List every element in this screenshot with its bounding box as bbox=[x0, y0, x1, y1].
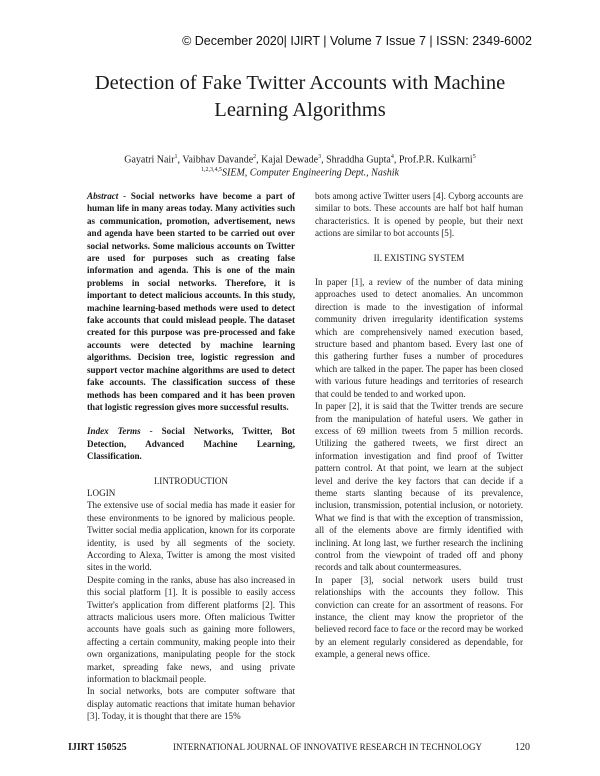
author-name: Prof.P.R. Kulkarni bbox=[398, 154, 473, 166]
abstract bbox=[87, 190, 295, 413]
section-heading-existing-system: II. EXISTING SYSTEM bbox=[373, 252, 465, 263]
subheading-login: LOGIN bbox=[87, 487, 116, 498]
affiliation-sup: 1,2,3,4,5 bbox=[201, 167, 223, 173]
journal-header: © December 2020| IJIRT | Volume 7 Issue 7 | ISSN: 2349-6002 bbox=[182, 34, 532, 48]
abstract-label: Abstract - bbox=[87, 191, 127, 201]
page-number: 120 bbox=[515, 742, 530, 753]
right-column bbox=[315, 190, 523, 661]
paper-title bbox=[60, 70, 540, 124]
section-heading-introduction: I.INTRODUCTION bbox=[153, 475, 228, 486]
author-sup: 5 bbox=[472, 154, 476, 160]
paragraph: In social networks, bots are computer software that display automatic reactions that imitate human behavior [3]. Today, it is thought that there are 15% bbox=[87, 686, 295, 722]
affiliation-text: SIEM, Computer Engineering Dept., Nashik bbox=[222, 167, 399, 179]
index-terms bbox=[87, 425, 295, 462]
affiliation bbox=[60, 164, 540, 179]
index-terms-text: Social Networks, Twitter, Bot Detection, Advanced Machine Learning, Classification. bbox=[87, 426, 295, 462]
author-list: Gayatri Nair$^1$, Vaibhav Davande$^2$, Kajal Dewade$^3$, Shraddha Gupta$^4$, Prof.P.R. Kulkarni$^5$ bbox=[124, 154, 476, 166]
paragraph: Despite coming in the ranks, abuse has also increased in this social platform [1]. It is possible to easily access Twitter's application from different platforms [2]. This attracts malicious users more. Often malicious Twitter accounts have goals such as gaining more followers, affecting a certain community, making people into their own organizations, manipulating people for the stock market, spreading fake news, and using private information to blackmail people. bbox=[87, 574, 295, 685]
author-sup: 3 bbox=[318, 154, 322, 160]
left-column bbox=[87, 190, 295, 723]
paragraph: In paper [2], it is said that the Twitter trends are secure from the manipulation of hateful users. We gather in excess of 69 million tweets from 5 million records. Utilizing the gathered tweets, we first direct an information investigation and find proof of Twitter pattern control. At that point, we learn at the subject level and derive the key factors that can decide if a theme starts slanting because of its prevalence, inclusion, transmission, potential inclusion, or notoriety. What we find is that with the exception of transmission, all of the elements above are firmly identified with inclining. At long last, we further research the inclining control from the viewpoint of traded off and phony records and talk about countermeasures. bbox=[315, 401, 523, 573]
author-sup: 1 bbox=[174, 154, 178, 160]
author-name: Gayatri Nair bbox=[124, 154, 175, 166]
paragraph: The extensive use of social media has made it easier for these environments to be ignored by malicious people. Twitter social media application, known for its corporate identity, is used by all segments of the society. According to Alexa, Twitter is among the most visited sites in the world. bbox=[87, 500, 295, 573]
footer-paper-id: IJIRT 150525 bbox=[68, 742, 127, 753]
author-name: Kajal Dewade bbox=[261, 154, 319, 166]
paragraph: In paper [1], a review of the number of data mining approaches used to detect anomalies. An uncommon direction is made to the investigation of informal community driven irregularity identification systems which are comprehensively named execution based, structure based and phantom based. Every last one of this gathering further fuses a number of procedures which are talked in the paper. The paper has been closed with various future headings and territories of research that could be tended to and worked upon. bbox=[315, 277, 523, 399]
paragraph: bots among active Twitter users [4]. Cyborg accounts are similar to bots. These accounts are half bot half human characteristics. It is opened by people, but their next actions are similar to bot accounts [5]. bbox=[315, 191, 523, 239]
paragraph: In paper [3], social network users build trust relationships with the accounts they follow. This conviction can create for an assortment of reasons. For instance, the client may know the proprietor of the believed record face to face or the record may be worked by an element regularly considered as dependable, for example, a general news office. bbox=[315, 574, 523, 660]
author-name: Shraddha Gupta bbox=[326, 154, 391, 166]
author-sup: 2 bbox=[253, 154, 257, 160]
footer-journal-name: INTERNATIONAL JOURNAL OF INNOVATIVE RESEARCH IN TECHNOLOGY bbox=[173, 742, 482, 752]
author-name: Vaibhav Davande bbox=[182, 154, 254, 166]
index-terms-label: Index Terms - bbox=[87, 426, 153, 437]
abstract-text: Social networks have become a part of human life in many areas today. Many activities such as communication, promotion, advertisement, news and agenda have been started to be carried out over social networks. Some malicious accounts on Twitter are used for purposes such as creating false information and agenda. This is one of the main problems in social networks. Therefore, it is important to detect malicious accounts. In this study, machine learning-based methods were used to detect fake accounts that could mislead people. The dataset created for this purpose was pre-processed and fake accounts were detected by machine learning algorithms. Decision tree, logistic regression and support vector machine algorithms are used to detect fake accounts. The classification success of these methods has been compared and it has been proven that logistic regression gives more successful results. bbox=[87, 191, 295, 412]
author-sup: 4 bbox=[390, 154, 394, 160]
title-line-2: Learning Algorithms bbox=[214, 99, 386, 121]
title-line-1: Detection of Fake Twitter Accounts with Machine bbox=[94, 72, 506, 94]
